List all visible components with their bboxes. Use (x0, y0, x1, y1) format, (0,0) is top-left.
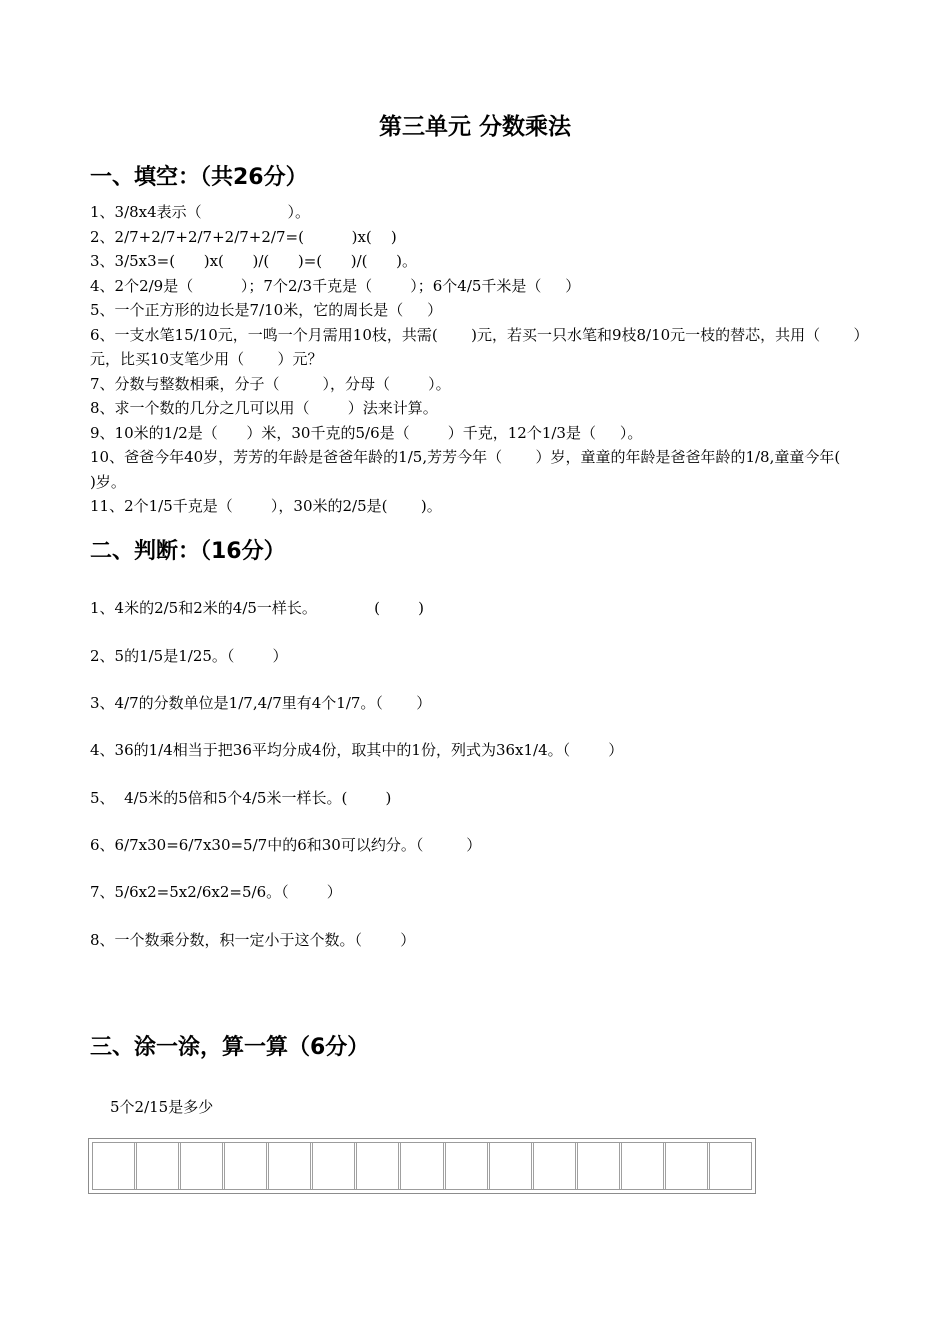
judge-item-3: 3、4/7的分数单位是1/7,4/7里有4个1/7。（ ） (90, 694, 432, 712)
fill-in-item-1: 1、3/8x4表示（ ）。 (90, 203, 311, 221)
grid-cell[interactable] (490, 1143, 534, 1189)
fill-in-item-5: 5、一个正方形的边长是7/10米，它的周长是（ ） (90, 301, 443, 319)
grid-cell[interactable] (446, 1143, 490, 1189)
grid-cell[interactable] (225, 1143, 269, 1189)
judge-item-1: 1、4米的2/5和2米的4/5一样长。 ( ) (90, 599, 424, 617)
fill-in-item-2: 2、2/7+2/7+2/7+2/7+2/7=( )x( ) (90, 227, 397, 246)
section-heading-color-calc: 三、涂一涂，算一算（6分） (90, 1035, 370, 1060)
grid-cell[interactable] (534, 1143, 578, 1189)
fill-in-item-8: 8、求一个数的几分之几可以用（ ）法来计算。 (90, 399, 438, 417)
judge-item-6: 6、6/7x30=6/7x30=5/7中的6和30可以约分。（ ） (90, 836, 482, 854)
grid-cell[interactable] (181, 1143, 225, 1189)
fill-in-item-7: 7、分数与整数相乘，分子（ ），分母（ ）。 (90, 374, 451, 393)
grid-cell[interactable] (622, 1143, 666, 1189)
grid-cell[interactable] (710, 1143, 751, 1189)
grid-cell[interactable] (578, 1143, 622, 1189)
fill-in-item-9: 9、10米的1/2是（ ）米，30千克的5/6是（ ）千克，12个1/3是（ ）。 (90, 423, 643, 442)
fill-in-item-10: 10、爸爸今年40岁，芳芳的年龄是爸爸年龄的1/5,芳芳今年（ ）岁，童童的年龄是爸爸年龄的1/8,童童今年( )岁。 (90, 448, 874, 491)
grid-cell[interactable] (666, 1143, 710, 1189)
fill-in-item-4: 4、2个2/9是（ ）；7个2/3千克是（ ）；6个4/5千米是（ ） (90, 276, 581, 295)
coloring-grid-inner (92, 1142, 752, 1190)
judge-item-5: 5、 4/5米的5倍和5个4/5米一样长。( ) (90, 789, 392, 807)
fill-in-item-3: 3、3/5x3=( )x( )/( )=( )/( )。 (90, 252, 417, 270)
grid-cell[interactable] (313, 1143, 357, 1189)
judge-item-4: 4、36的1/4相当于把36平均分成4份，取其中的1份，列式为36x1/4。（ ） (90, 741, 624, 759)
judge-item-2: 2、5的1/5是1/25。（ ） (90, 647, 288, 665)
grid-cell[interactable] (401, 1143, 445, 1189)
judge-item-8: 8、一个数乘分数，积一定小于这个数。（ ） (90, 931, 416, 949)
judge-item-7: 7、5/6x2=5x2/6x2=5/6。（ ） (90, 883, 342, 901)
grid-cell[interactable] (357, 1143, 401, 1189)
fill-in-item-11: 11、2个1/5千克是（ ），30米的2/5是( )。 (90, 497, 442, 515)
grid-cell[interactable] (269, 1143, 313, 1189)
fill-in-list (90, 200, 874, 519)
coloring-grid (88, 1138, 756, 1194)
fill-in-item-6: 6、一支水笔15/10元，一鸣一个月需用10枝，共需( )元，若买一只水笔和9枝8/10元一枝的替芯，共用（ ）元，比买10支笔少用（ ）元？ (90, 325, 862, 368)
page-title: 第三单元 分数乘法 (378, 114, 571, 140)
grid-cell[interactable] (137, 1143, 181, 1189)
section-heading-judge: 二、判断：（16分） (90, 539, 286, 564)
section-heading-fill-in: 一、填空：（共26分） (90, 165, 308, 190)
coloring-prompt: 5个2/15是多少 (110, 1098, 214, 1116)
grid-cell[interactable] (93, 1143, 137, 1189)
